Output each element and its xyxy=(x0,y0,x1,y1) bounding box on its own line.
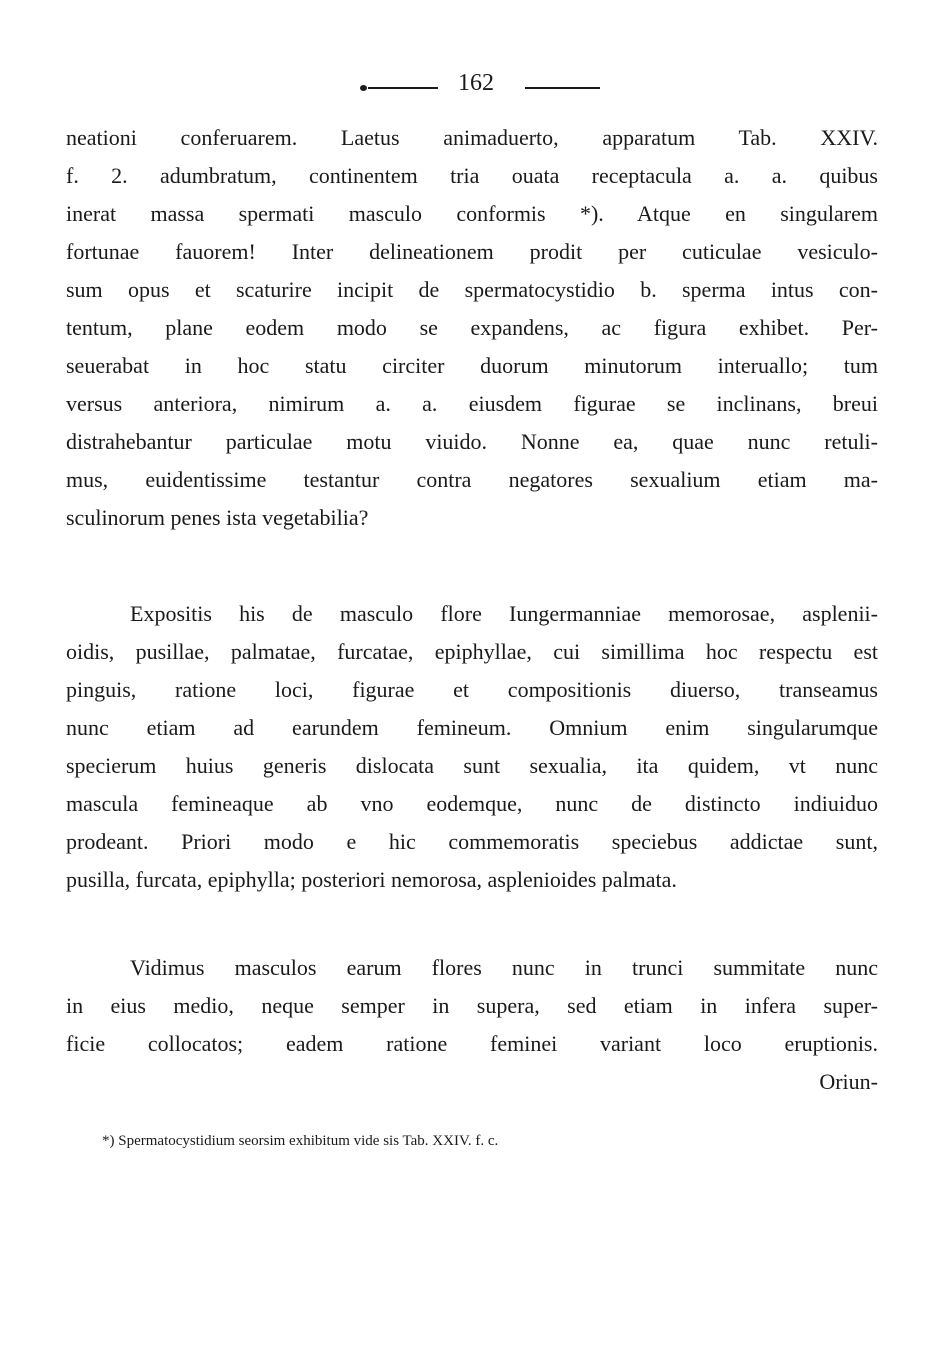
header-rule-left xyxy=(368,87,438,89)
text-line: distrahebantur particulae motu viuido. Nonne ea, quae nunc retuli- xyxy=(66,429,878,454)
text-line: in eius medio, neque semper in supera, sed etiam in infera super- xyxy=(66,993,878,1018)
text-line: f. 2. adumbratum, continentem tria ouata receptacula a. a. quibus xyxy=(66,163,878,188)
text-line: seuerabat in hoc statu circiter duorum minutorum interuallo; tum xyxy=(66,353,878,378)
text-line: Vidimus masculos earum flores nunc in trunci summitate nunc xyxy=(130,955,878,980)
header-rule-right xyxy=(525,87,600,89)
paragraph-2 xyxy=(66,595,878,899)
page-number: 162 xyxy=(458,70,494,96)
text-line: inerat massa spermati masculo conformis *). Atque en singularem xyxy=(66,201,878,226)
paragraph-3 xyxy=(66,949,878,1101)
text-line: oidis, pusillae, palmatae, furcatae, epiphyllae, cui simillima hoc respectu est xyxy=(66,639,878,664)
text-line: sculinorum penes ista vegetabilia? xyxy=(66,505,369,530)
page-header xyxy=(0,66,950,106)
text-line: specierum huius generis dislocata sunt sexualia, ita quidem, vt nunc xyxy=(66,753,878,778)
text-line: Expositis his de masculo flore Iungermanniae memorosae, asplenii- xyxy=(130,601,878,626)
footnote: *) Spermatocystidium seorsim exhibitum vide sis Tab. XXIV. f. c. xyxy=(102,1133,499,1149)
text-line: sum opus et scaturire incipit de spermatocystidio b. sperma intus con- xyxy=(66,277,878,302)
text-line: pusilla, furcata, epiphylla; posteriori nemorosa, asplenioides palmata. xyxy=(66,867,677,892)
text-line: ficie collocatos; eadem ratione feminei variant loco eruptionis. xyxy=(66,1031,878,1056)
text-line: fortunae fauorem! Inter delineationem prodit per cuticulae vesiculo- xyxy=(66,239,878,264)
text-line: mus, euidentissime testantur contra negatores sexualium etiam ma- xyxy=(66,467,878,492)
text-line: tentum, plane eodem modo se expandens, ac figura exhibet. Per- xyxy=(66,315,878,340)
text-line: pinguis, ratione loci, figurae et compositionis diuerso, transeamus xyxy=(66,677,878,702)
text-line: versus anteriora, nimirum a. a. eiusdem figurae se inclinans, breui xyxy=(66,391,878,416)
catchword: Oriun- xyxy=(819,1069,878,1094)
text-line: prodeant. Priori modo e hic commemoratis speciebus addictae sunt, xyxy=(66,829,878,854)
text-line: neationi conferuarem. Laetus animaduerto, apparatum Tab. XXIV. xyxy=(66,125,878,150)
paragraph-1 xyxy=(66,119,878,537)
text-line: mascula femineaque ab vno eodemque, nunc de distincto indiuiduo xyxy=(66,791,878,816)
text-line: nunc etiam ad earundem femineum. Omnium enim singularumque xyxy=(66,715,878,740)
